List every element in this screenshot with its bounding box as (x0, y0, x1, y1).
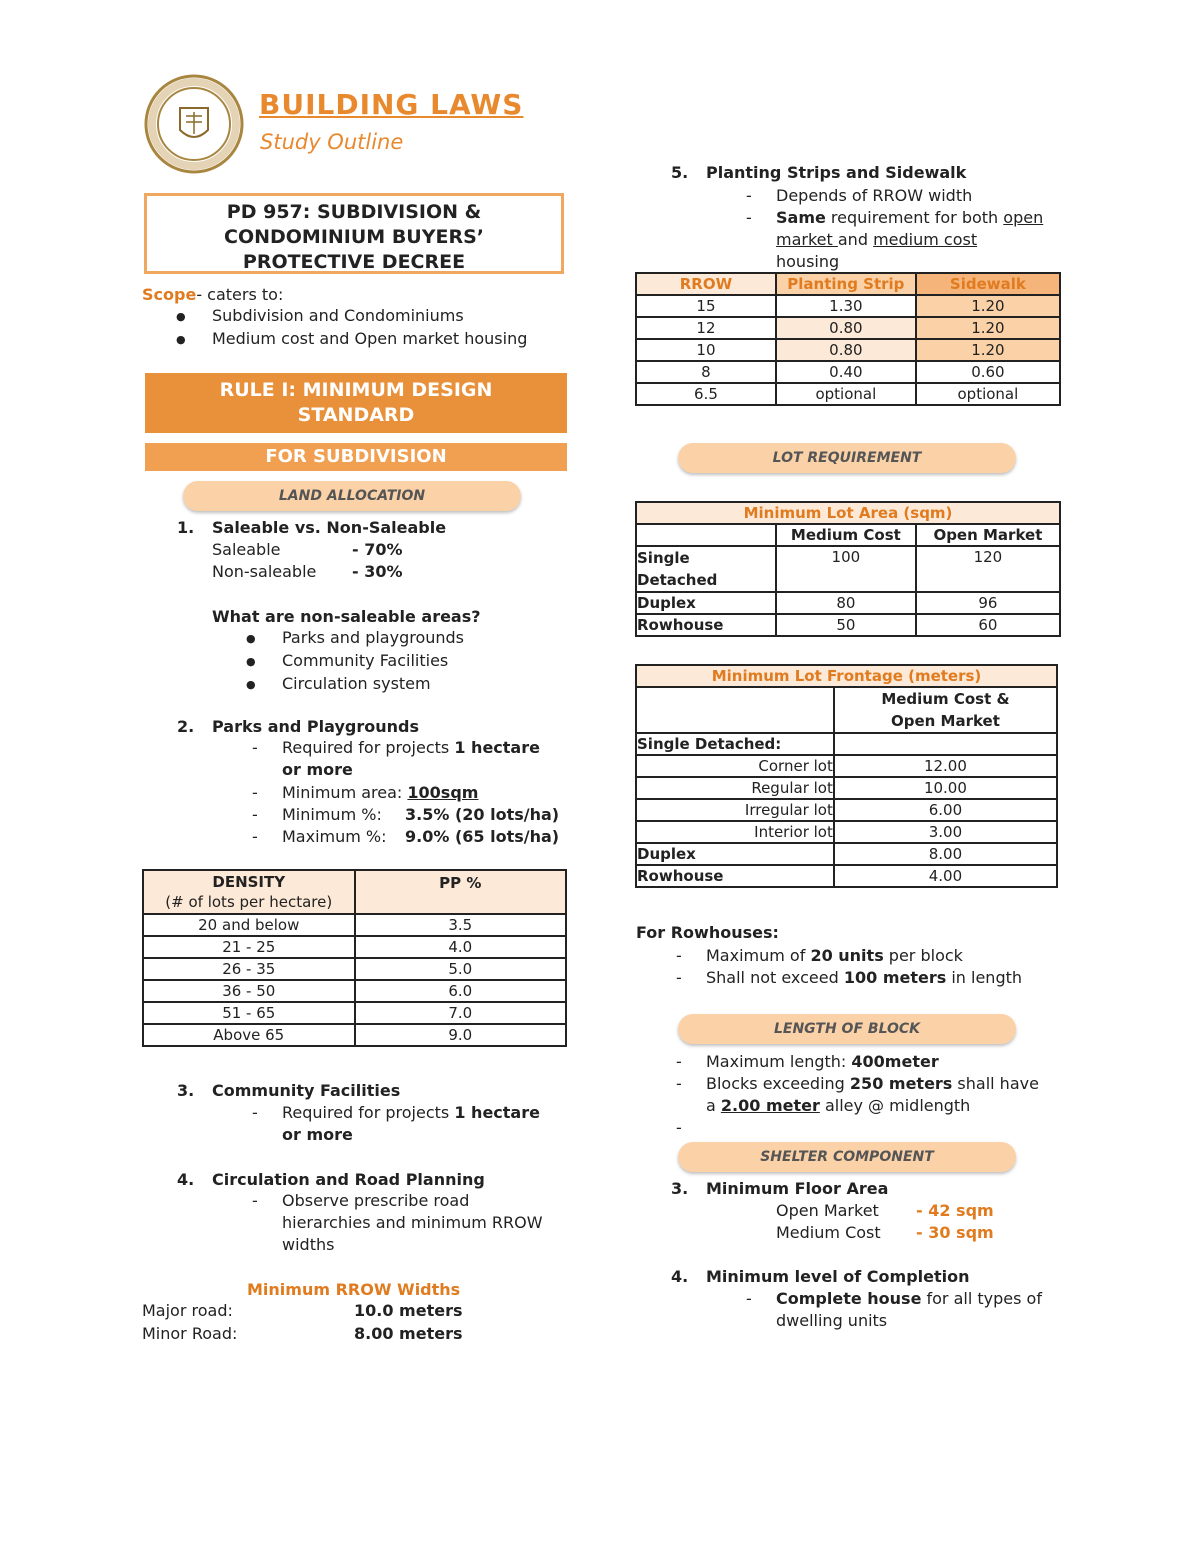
scope-item: ● Subdivision and Condominiums (212, 305, 464, 327)
rrow-widths-title: Minimum RROW Widths (247, 1280, 461, 1299)
empty-dash: - (676, 1118, 682, 1137)
text-bold: 2.00 meter (720, 1096, 820, 1115)
rowhouse-rule (706, 945, 963, 967)
parks-max-pct-label: - Maximum %: (282, 826, 387, 848)
section-title: Saleable vs. Non-Saleable (212, 518, 447, 537)
cell: 4.00 (834, 865, 1057, 887)
cell: 1.30 (776, 295, 916, 317)
parks-min-pct-value: 3.5% (20 lots/ha) (405, 805, 560, 824)
cell: 36 - 50 (143, 980, 355, 1002)
floor-area-value: - 42 sqm (916, 1201, 994, 1220)
text: for all types of (921, 1289, 1042, 1308)
land-allocation-pill: LAND ALLOCATION (183, 481, 521, 511)
table-row (143, 1024, 566, 1046)
cell: optional (776, 383, 916, 405)
row-label: Corner lot (636, 755, 834, 777)
cell: 7.0 (355, 1002, 567, 1024)
planting-table (635, 272, 1061, 406)
text: Minimum area: (282, 783, 408, 802)
cell: 9.0 (355, 1024, 567, 1046)
minor-road-label: Minor Road: (142, 1324, 238, 1343)
pd-box-line: PROTECTIVE DECREE (242, 251, 466, 273)
section-number: 2. (177, 717, 195, 736)
table-header: Sidewalk (916, 273, 1060, 295)
table-row (143, 980, 566, 1002)
table-header-row (636, 687, 1057, 733)
cell: 15 (636, 295, 776, 317)
text: Maximum length: (706, 1052, 852, 1071)
length-of-block-pill: LENGTH OF BLOCK (678, 1014, 1016, 1044)
shelter-component-pill: SHELTER COMPONENT (678, 1142, 1016, 1172)
cell: 60 (916, 614, 1060, 636)
table-title-row (636, 665, 1057, 687)
cell (636, 524, 776, 546)
cell: 120 (916, 546, 1060, 592)
text: alley @ midlength (819, 1096, 971, 1115)
rule-line: RULE I: MINIMUM DESIGN (219, 379, 493, 401)
section-number: 3. (177, 1081, 195, 1100)
section-number: 1. (177, 518, 195, 537)
cell: 10 (636, 339, 776, 361)
cell: 1.20 (916, 317, 1060, 339)
section-number: 4. (177, 1170, 195, 1189)
table-row (636, 755, 1057, 777)
text: Required for projects (282, 1103, 455, 1122)
cell: 0.80 (776, 339, 916, 361)
table-title-row (636, 502, 1060, 524)
cell: 3.5 (355, 914, 567, 936)
non-saleable-label: Non-saleable (212, 562, 317, 581)
table-row (143, 936, 566, 958)
for-subdivision-banner: FOR SUBDIVISION (145, 443, 567, 471)
rowhouses-title: For Rowhouses: (636, 923, 779, 942)
planting-line: housing (776, 252, 840, 271)
scope-line (142, 284, 283, 306)
text: requirement for both (825, 208, 1004, 227)
table-header: Planting Strip (776, 273, 916, 295)
floor-area-label: Open Market (776, 1201, 879, 1220)
road-line: - Observe prescribe road (282, 1190, 469, 1212)
scope-label: Scope (142, 285, 197, 304)
parks-min-area (282, 782, 478, 804)
cell: 50 (776, 614, 916, 636)
table-row (143, 914, 566, 936)
non-saleable-item: ● Community Facilities (282, 650, 448, 672)
non-saleable-item: ● Circulation system (282, 673, 431, 695)
rule-1-banner (145, 373, 567, 433)
road-line: hierarchies and minimum RROW (282, 1213, 543, 1232)
text: Required for projects (282, 738, 455, 757)
section-title: Planting Strips and Sidewalk (706, 163, 967, 182)
pd-box-line: CONDOMINIUM BUYERS’ (224, 226, 484, 248)
header-text: DENSITY (212, 873, 286, 891)
rule-line: STANDARD (297, 404, 415, 426)
density-table (142, 869, 567, 1047)
cell (834, 733, 1057, 755)
text-underline: open (1003, 208, 1044, 227)
cell: optional (916, 383, 1060, 405)
row-label: Single Detached (636, 546, 776, 592)
text-bold: 100 meters (843, 968, 947, 987)
cell: 8 (636, 361, 776, 383)
scope-item: ● Medium cost and Open market housing (212, 328, 527, 350)
rowhouse-rule (706, 967, 1022, 989)
section-number: 5. (671, 163, 689, 182)
cell: 6.0 (355, 980, 567, 1002)
parks-min-pct-label: - Minimum %: (282, 804, 382, 826)
document-title: BUILDING LAWS (259, 88, 524, 121)
row-label: Rowhouse (636, 865, 834, 887)
table-row (636, 614, 1060, 636)
cell: 1.20 (916, 339, 1060, 361)
table-row (636, 546, 1060, 592)
table-row (636, 383, 1060, 405)
table-header: RROW (636, 273, 776, 295)
cell: 100 (776, 546, 916, 592)
section-title: Community Facilities (212, 1081, 401, 1100)
table-row (636, 777, 1057, 799)
scope-text: - caters to: (196, 285, 284, 304)
text-bold: 20 units (810, 946, 884, 965)
row-label: Irregular lot (636, 799, 834, 821)
text: in length (946, 968, 1023, 987)
floor-area-label: Medium Cost (776, 1223, 881, 1242)
table-header-row (636, 524, 1060, 546)
pd-box-line: PD 957: SUBDIVISION & (226, 201, 482, 223)
table-header-row (636, 273, 1060, 295)
text: Shall not exceed (706, 968, 844, 987)
text: a (706, 1096, 721, 1115)
text-bold: 250 meters (849, 1074, 953, 1093)
table-row (636, 361, 1060, 383)
non-saleable-item: ● Parks and playgrounds (282, 627, 464, 649)
section-title: Minimum level of Completion (706, 1267, 970, 1286)
text: and (837, 230, 874, 249)
major-road-value: 10.0 meters (354, 1301, 463, 1320)
table-row (636, 799, 1057, 821)
row-label: Regular lot (636, 777, 834, 799)
lot-requirement-pill: LOT REQUIREMENT (678, 443, 1016, 473)
table-header-row (143, 870, 566, 914)
pd-957-box (144, 193, 564, 274)
header-text: (# of lots per hectare) (165, 893, 333, 911)
text-bold: 100sqm (407, 783, 479, 802)
cf-requirement (282, 1102, 540, 1124)
floor-area-value: - 30 sqm (916, 1223, 994, 1242)
row-label: Duplex (636, 843, 834, 865)
text-underline: market (776, 230, 838, 249)
planting-line (776, 229, 977, 251)
table-row (143, 958, 566, 980)
table-row (636, 843, 1057, 865)
parks-max-pct-value: 9.0% (65 lots/ha) (405, 827, 560, 846)
table-row (636, 295, 1060, 317)
text: per block (883, 946, 963, 965)
group-label: Single Detached: (636, 733, 834, 755)
non-saleable-value: - 30% (352, 562, 403, 581)
completion-rule (776, 1288, 1042, 1310)
table-header: Medium Cost & Open Market (834, 687, 1057, 733)
cf-requirement-cont: or more (282, 1125, 353, 1144)
row-label: Rowhouse (636, 614, 776, 636)
cell (636, 687, 834, 733)
section-title: Parks and Playgrounds (212, 717, 419, 736)
saleable-label: Saleable (212, 540, 281, 559)
row-label: Duplex (636, 592, 776, 614)
table-header (143, 870, 355, 914)
cell: 3.00 (834, 821, 1057, 843)
parks-requirement (282, 737, 540, 759)
completion-rule-cont: dwelling units (776, 1311, 888, 1330)
university-seal (144, 74, 244, 174)
cell: 12.00 (834, 755, 1057, 777)
major-road-label: Major road: (142, 1301, 233, 1320)
cell: 4.0 (355, 936, 567, 958)
lot-area-table (635, 501, 1061, 637)
table-row (143, 1002, 566, 1024)
table-header: PP % (355, 870, 567, 914)
table-row (636, 865, 1057, 887)
planting-line: - Depends of RROW width (776, 185, 972, 207)
cell: 96 (916, 592, 1060, 614)
text-bold: Same (776, 208, 826, 227)
text-bold: 1 hectare (454, 1103, 540, 1122)
section-title: Minimum Floor Area (706, 1179, 889, 1198)
text-bold: 400meter (851, 1052, 939, 1071)
text: Blocks exceeding (706, 1074, 850, 1093)
block-rule (706, 1051, 939, 1073)
block-rule (706, 1073, 1039, 1095)
saleable-value: - 70% (352, 540, 403, 559)
block-rule-cont (706, 1095, 970, 1117)
cell: 80 (776, 592, 916, 614)
table-row (636, 339, 1060, 361)
cell: 51 - 65 (143, 1002, 355, 1024)
table-header: Open Market (916, 524, 1060, 546)
cell: 1.20 (916, 295, 1060, 317)
road-line: widths (282, 1235, 335, 1254)
table-row (636, 733, 1057, 755)
cell: 0.80 (776, 317, 916, 339)
cell: 6.00 (834, 799, 1057, 821)
cell: 21 - 25 (143, 936, 355, 958)
minor-road-value: 8.00 meters (354, 1324, 463, 1343)
table-row (636, 592, 1060, 614)
table-title: Minimum Lot Area (sqm) (636, 502, 1060, 524)
text-bold: Complete house (776, 1289, 922, 1308)
row-label: Interior lot (636, 821, 834, 843)
table-title: Minimum Lot Frontage (meters) (636, 665, 1057, 687)
non-saleable-question: What are non-saleable areas? (212, 607, 481, 626)
table-header: Medium Cost (776, 524, 916, 546)
cell: 6.5 (636, 383, 776, 405)
cell: 8.00 (834, 843, 1057, 865)
section-title: Circulation and Road Planning (212, 1170, 485, 1189)
cell: 5.0 (355, 958, 567, 980)
text-bold: 1 hectare (454, 738, 540, 757)
table-row (636, 317, 1060, 339)
section-number: 3. (671, 1179, 689, 1198)
table-row (636, 821, 1057, 843)
planting-line (776, 207, 1043, 229)
section-number: 4. (671, 1267, 689, 1286)
cell: 0.40 (776, 361, 916, 383)
text: Maximum of (706, 946, 811, 965)
cell: 10.00 (834, 777, 1057, 799)
cell: 12 (636, 317, 776, 339)
lot-frontage-table (635, 664, 1058, 888)
cell: 20 and below (143, 914, 355, 936)
cell: Above 65 (143, 1024, 355, 1046)
text: shall have (952, 1074, 1039, 1093)
parks-requirement-cont: or more (282, 760, 353, 779)
cell: 26 - 35 (143, 958, 355, 980)
text-underline: medium cost (873, 230, 978, 249)
document-subtitle: Study Outline (260, 130, 404, 154)
cell: 0.60 (916, 361, 1060, 383)
